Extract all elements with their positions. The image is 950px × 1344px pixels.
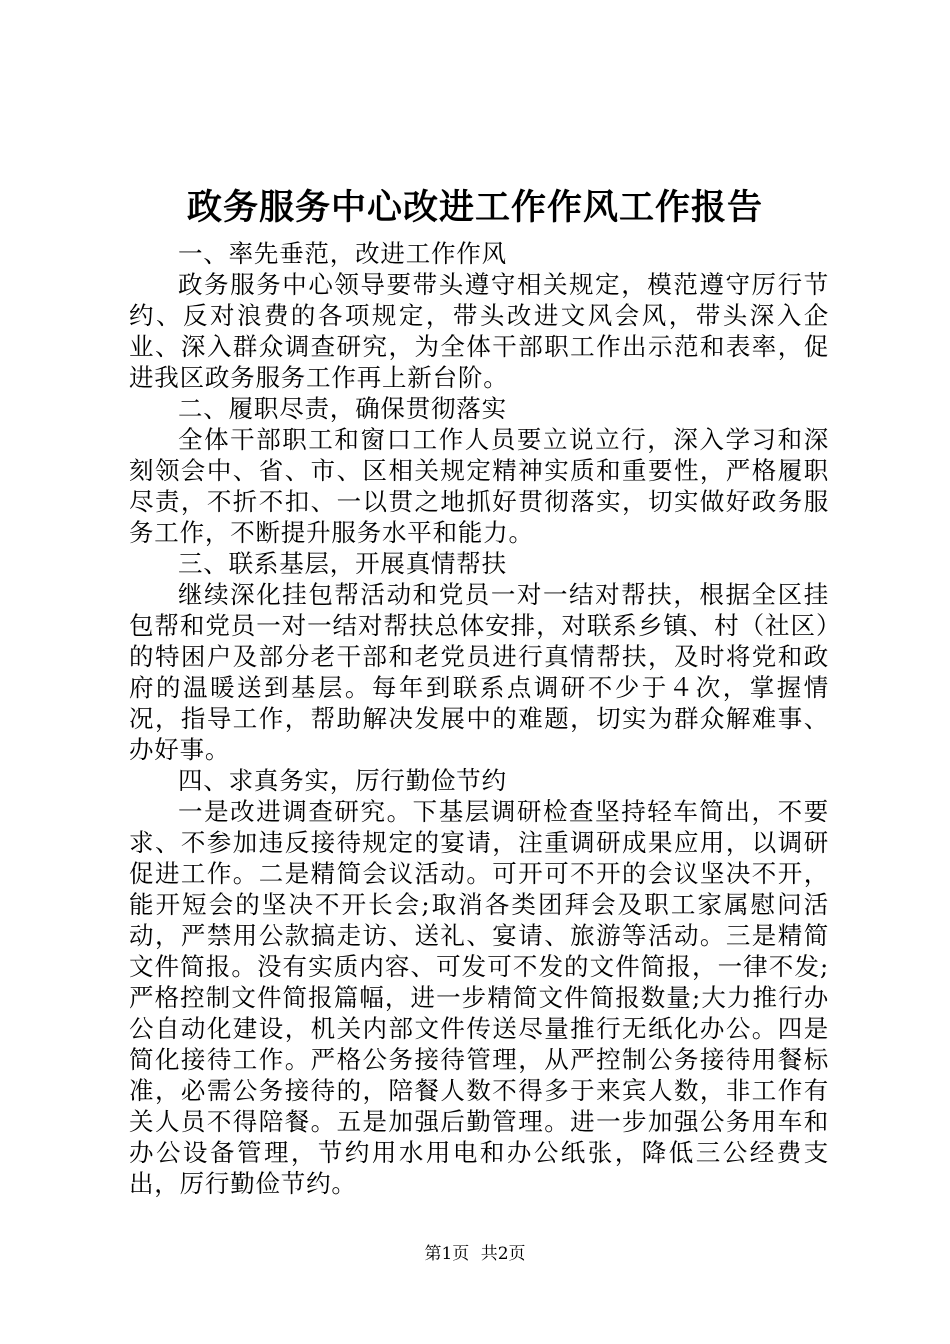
section-heading-3: 三、联系基层，开展真情帮扶: [178, 549, 507, 578]
page-number-total: 共2页: [480, 1244, 526, 1264]
page-number-current: 第1页: [424, 1244, 470, 1264]
section-paragraph-4: 一是改进调查研究。下基层调研检查坚持轻车简出，不要求、不参加违反接待规定的宴请，注重调研成果应用，以调研促进工作。二是精简会议活动。可开可不开的会议坚决不开，能开短会的坚决不开长会;取消各类团拜会及职工家属慰问活动，严禁用公款搞走访、送礼、宴请、旅游等活动。三是精简文件简报。没有实质内容、可发可不发的文件简报，一律不发;严格控制文件简报篇幅，进一步精简文件简报数量;大力推行办公自动化建设，机关内部文件传送尽量推行无纸化办公。四是简化接待工作。严格公务接待管理，从严控制公务接待用餐标准，必需公务接待的，陪餐人数不得多于来宾人数，非工作有关人员不得陪餐。五是加强后勤管理。进一步加强公务用车和办公设备管理，节约用水用电和办公纸张，降低三公经费支出，厉行勤俭节约。: [129, 797, 829, 1198]
section-paragraph-3: 继续深化挂包帮活动和党员一对一结对帮扶，根据全区挂包帮和党员一对一结对帮扶总体安排，对联系乡镇、村（社区）的特困户及部分老干部和老党员进行真情帮扶，及时将党和政府的温暖送到基层。每年到联系点调研不少于４次，掌握情况，指导工作，帮助解决发展中的难题，切实为群众解难事、办好事。: [129, 580, 829, 764]
page-footer: [0, 1242, 950, 1266]
section-heading-1: 一、率先垂范，改进工作作风: [178, 239, 507, 268]
document-body: [129, 238, 829, 1199]
section-paragraph-1: 政务服务中心领导要带头遵守相关规定，模范遵守厉行节约、反对浪费的各项规定，带头改进文风会风，带头深入企业、深入群众调查研究，为全体干部职工作出示范和表率，促进我区政务服务工作再上新台阶。: [129, 270, 829, 392]
section-heading-2: 二、履职尽责，确保贯彻落实: [178, 394, 507, 423]
section-paragraph-2: 全体干部职工和窗口工作人员要立说立行，深入学习和深刻领会中、省、市、区相关规定精神实质和重要性，严格履职尽责，不折不扣、一以贯之地抓好贯彻落实，切实做好政务服务工作，不断提升服务水平和能力。: [129, 425, 829, 547]
document-title: 政务服务中心改进工作作风工作报告: [186, 187, 763, 228]
section-heading-4: 四、求真务实，厉行勤俭节约: [178, 766, 507, 795]
